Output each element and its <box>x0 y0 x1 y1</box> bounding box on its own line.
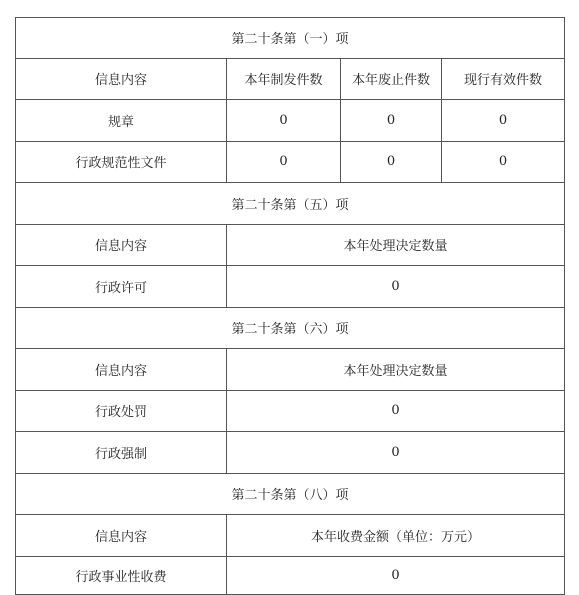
section-title-row <box>16 183 565 225</box>
cell-value: 0 <box>341 100 442 142</box>
section-title: 第二十条第（八）项 <box>16 473 565 515</box>
section-title-row <box>16 18 565 59</box>
column-header-content: 信息内容 <box>16 515 227 557</box>
cell-value: 0 <box>227 266 565 308</box>
column-header-content: 信息内容 <box>16 349 227 391</box>
section-title: 第二十条第（六）项 <box>16 307 565 349</box>
table-header-row <box>16 515 565 557</box>
section-title: 第二十条第（一）项 <box>16 18 565 59</box>
table-row <box>16 556 565 595</box>
column-header-decisions: 本年处理决定数量 <box>227 224 565 266</box>
row-label: 行政事业性收费 <box>16 556 227 595</box>
table-row <box>16 266 565 308</box>
disclosure-table <box>15 17 565 595</box>
cell-value: 0 <box>341 141 442 183</box>
column-header-content: 信息内容 <box>16 58 227 100</box>
row-label: 行政强制 <box>16 432 227 474</box>
row-label: 行政处罚 <box>16 390 227 432</box>
column-header-content: 信息内容 <box>16 224 227 266</box>
column-header-issued: 本年制发件数 <box>227 58 341 100</box>
table-header-row <box>16 58 565 100</box>
cell-value: 0 <box>227 390 565 432</box>
cell-value: 0 <box>227 556 565 595</box>
row-label: 行政规范性文件 <box>16 141 227 183</box>
section-title-row <box>16 307 565 349</box>
cell-value: 0 <box>227 432 565 474</box>
table-row <box>16 141 565 183</box>
section-title-row <box>16 473 565 515</box>
cell-value: 0 <box>227 141 341 183</box>
row-label: 行政许可 <box>16 266 227 308</box>
table-row <box>16 432 565 474</box>
cell-value: 0 <box>442 100 565 142</box>
table-header-row <box>16 224 565 266</box>
table-row <box>16 390 565 432</box>
table-row <box>16 100 565 142</box>
section-title: 第二十条第（五）项 <box>16 183 565 225</box>
cell-value: 0 <box>442 141 565 183</box>
cell-value: 0 <box>227 100 341 142</box>
column-header-abolished: 本年废止件数 <box>341 58 442 100</box>
column-header-decisions: 本年处理决定数量 <box>227 349 565 391</box>
column-header-valid: 现行有效件数 <box>442 58 565 100</box>
column-header-fee-amount: 本年收费金额（单位：万元） <box>227 515 565 557</box>
row-label: 规章 <box>16 100 227 142</box>
table-header-row <box>16 349 565 391</box>
